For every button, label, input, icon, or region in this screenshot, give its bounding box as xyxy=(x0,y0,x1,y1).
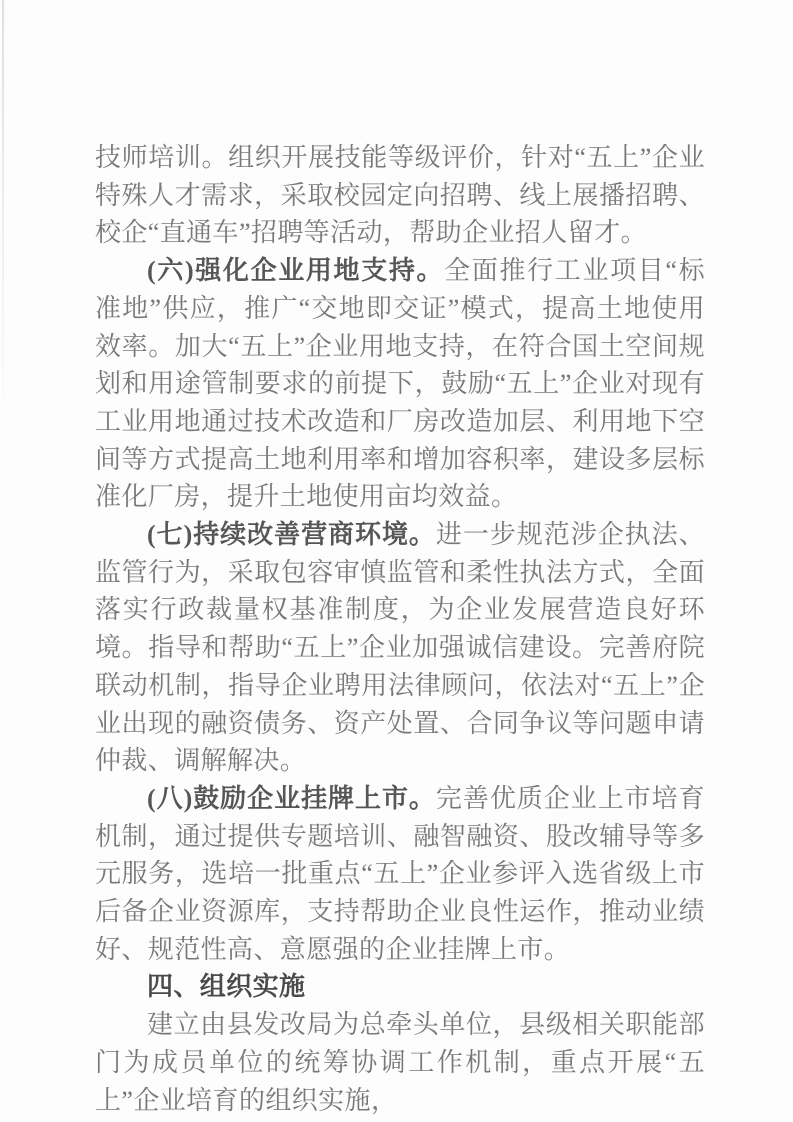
section-7-lead: (七)持续改善营商环境。 xyxy=(147,520,436,550)
section-7-body: 进一步规范涉企执法、监管行为，采取包容审慎监管和柔性执法方式，全面落实行政裁量权基准制度，为企业发展营造良好环境。指导和帮助“五上”企业加强诚信建设。完善府院联动机制，指导企业聘用法律顾问，依法对“五上”企业出现的融资债务、资产处置、合同争议等问题申请仲裁、调解解决。 xyxy=(95,520,705,776)
section-6-lead: (六)强化企业用地支持。 xyxy=(147,256,445,286)
section-8-lead: (八)鼓励企业挂牌上市。 xyxy=(147,783,436,813)
paragraph-implementation: 建立由县发改局为总牵头单位，县级相关职能部门为成员单位的统筹协调工作机制，重点开展“五上”企业培育的组织实施， xyxy=(95,1010,705,1115)
section-6-body: 全面推行工业项目“标准地”供应，推广“交地即交证”模式，提高土地使用效率。加大“五上”企业用地支持，在符合国土空间规划和用途管制要求的前提下，鼓励“五上”企业对现有工业用地通过技术改造和厂房改造加层、利用地下空间等方式提高土地利用率和增加容积率，建设多层标准化厂房，提升土地使用亩均效益。 xyxy=(95,256,705,512)
document-content xyxy=(95,139,705,1119)
section-8-body: 完善优质企业上市培育机制，通过提供专题培训、融智融资、股改辅导等多元服务，选培一批重点“五上”企业参评入选省级上市后备企业资源库，支持帮助企业良性运作，推动业绩好、规范性高、意愿强的企业挂牌上市。 xyxy=(95,783,705,964)
part-4-heading: 四、组织实施 xyxy=(147,971,306,1002)
paragraph-section-6 xyxy=(95,252,705,516)
paragraph-section-8 xyxy=(95,780,705,969)
scan-edge-artifact xyxy=(2,0,4,430)
paragraph-section-7 xyxy=(95,516,705,780)
paragraph-continuation: 技师培训。组织开展技能等级评价，针对“五上”企业特殊人才需求，采取校园定向招聘、线上展播招聘、校企“直通车”招聘等活动，帮助企业招人留才。 xyxy=(95,143,705,248)
